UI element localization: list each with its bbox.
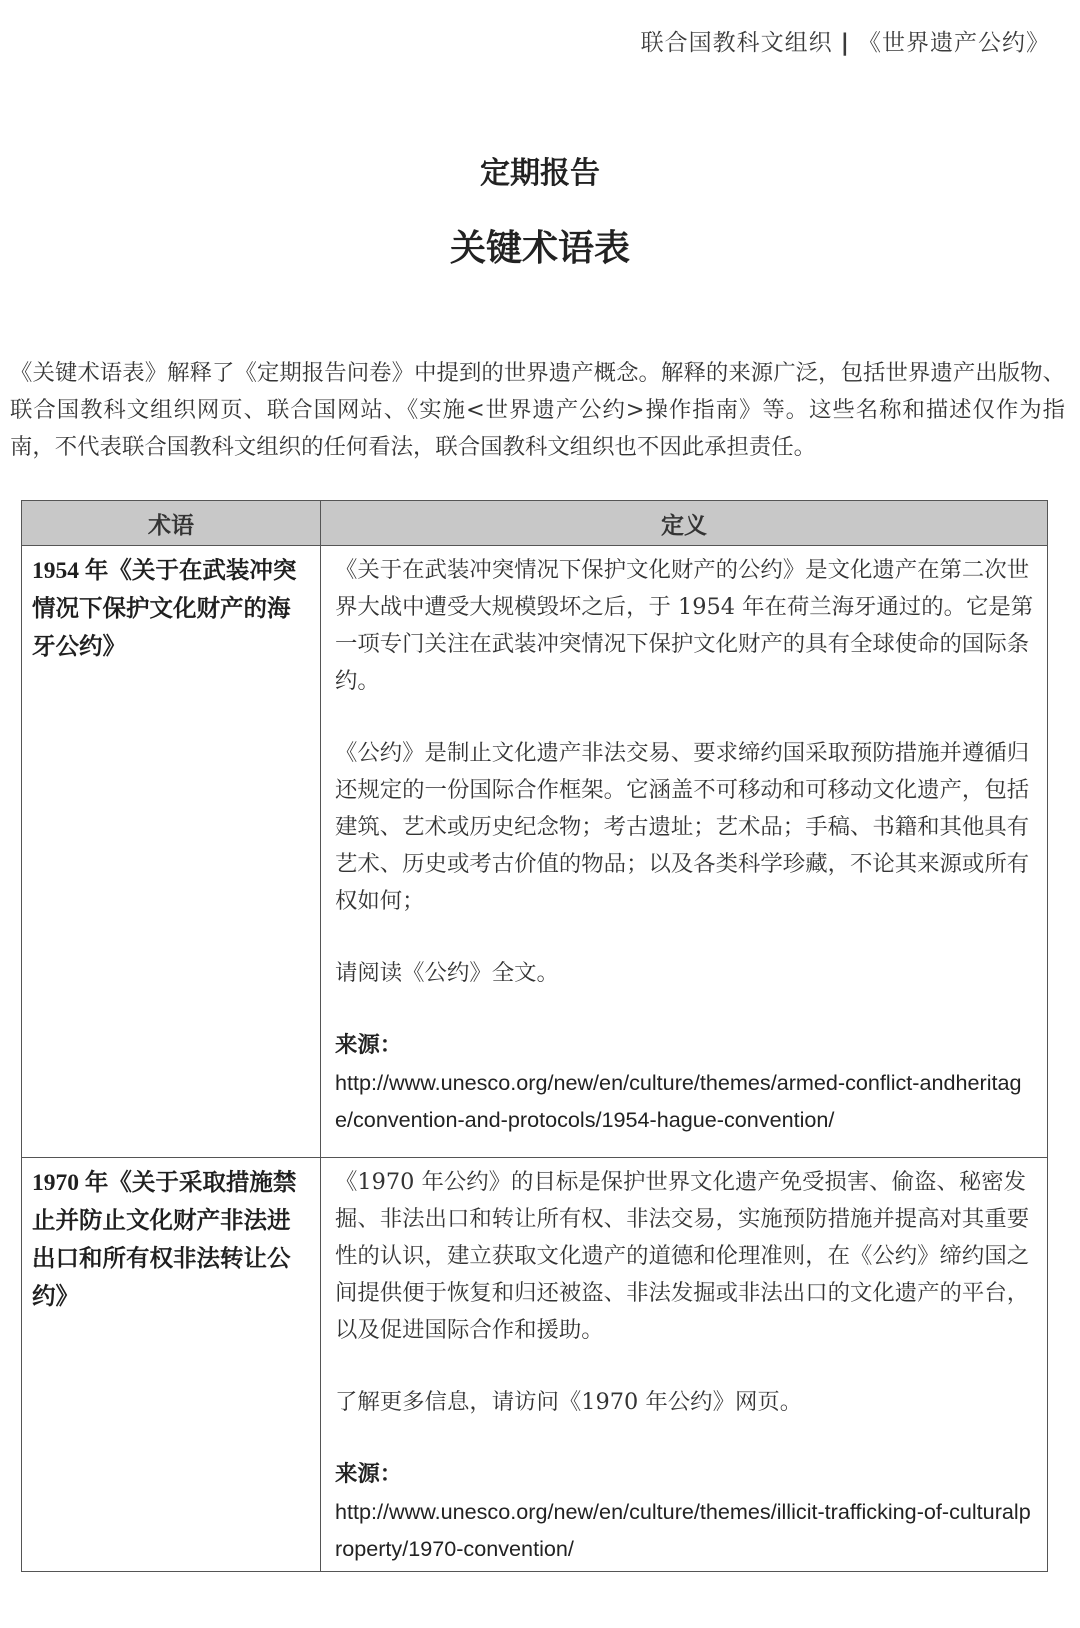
table-row xyxy=(22,546,1048,1158)
table-row xyxy=(22,1158,1048,1572)
page-header xyxy=(641,24,1050,57)
definition-paragraph: 请阅读《公约》全文。 xyxy=(335,960,559,986)
glossary-table xyxy=(21,500,1048,1572)
definition-paragraph: 《公约》是制止文化遗产非法交易、要求缔约国采取预防措施并遵循归还规定的一份国际合作框架。它涵盖不可移动和可移动文化遗产，包括建筑、艺术或历史纪念物；考古遗址；艺术品；手稿、书籍和其他具有艺术、历史或考古价值的物品；以及各类科学珍藏，不论其来源或所有权如何； xyxy=(335,740,1030,914)
page-title: 定期报告 xyxy=(480,156,600,191)
column-header-term: 术语 xyxy=(22,501,321,546)
term-cell: 1970 年《关于采取措施禁止并防止文化财产非法进出口和所有权非法转让公约》 xyxy=(22,1158,321,1572)
definition-paragraph: 了解更多信息，请访问《1970 年公约》网页。 xyxy=(335,1389,803,1415)
term-cell: 1954 年《关于在武装冲突情况下保护文化财产的海牙公约》 xyxy=(22,546,321,1158)
column-header-definition: 定义 xyxy=(321,501,1048,546)
intro-paragraph: 《关键术语表》解释了《定期报告问卷》中提到的世界遗产概念。解释的来源广泛，包括世界遗产出版物、联合国教科文组织网页、联合国网站、《实施<世界遗产公约>操作指南》等。这些名称和描述仅作为指南，不代表联合国教科文组织的任何看法，联合国教科文组织也不因此承担责任。 xyxy=(10,360,1065,460)
definition-cell xyxy=(321,1158,1048,1572)
header-convention: 《世界遗产公约》 xyxy=(858,30,1050,56)
table-header-row xyxy=(22,501,1048,546)
definition-paragraph: 《关于在武装冲突情况下保护文化财产的公约》是文化遗产在第二次世界大战中遭受大规模毁坏之后，于 1954 年在荷兰海牙通过的。它是第一项专门关注在武装冲突情况下保护文化财产的具有全球使命的国际条约。 xyxy=(335,557,1034,694)
source-link[interactable]: http://www.unesco.org/new/en/culture/themes/illicit-trafficking-of-culturalproperty/1970-convention/ xyxy=(335,1499,1031,1561)
header-separator: | xyxy=(840,30,850,56)
page-subtitle: 关键术语表 xyxy=(449,228,630,269)
source-label: 来源： xyxy=(335,1032,403,1058)
definition-cell xyxy=(321,546,1048,1158)
definition-paragraph: 《1970 年公约》的目标是保护世界文化遗产免受损害、偷盗、秘密发掘、非法出口和转让所有权、非法交易，实施预防措施并提高对其重要性的认识，建立获取文化遗产的道德和伦理准则，在《公约》缔约国之间提供便于恢复和归还被盗、非法发掘或非法出口的文化遗产的平台，以及促进国际合作和援助。 xyxy=(335,1169,1030,1343)
source-label: 来源： xyxy=(335,1461,403,1487)
source-link[interactable]: http://www.unesco.org/new/en/culture/themes/armed-conflict-andheritage/convention-and-protocols/1954-hague-convention/ xyxy=(335,1070,1022,1132)
header-org: 联合国教科文组织 xyxy=(640,30,833,56)
